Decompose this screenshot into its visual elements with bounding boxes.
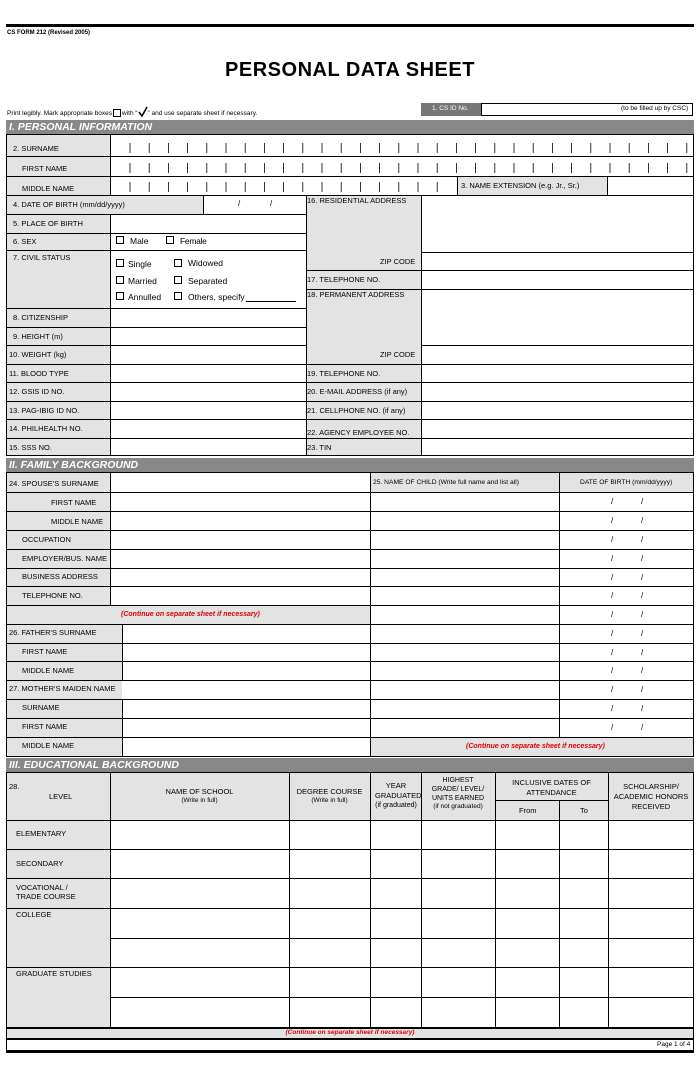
citizenship-input[interactable]	[111, 309, 305, 326]
child-dob-slash: /	[611, 573, 614, 582]
spouse-telephone-label: TELEPHONE NO.	[22, 591, 83, 600]
female-option: Female	[180, 236, 207, 246]
spouse-middle-name-label: MIDDLE NAME	[51, 517, 104, 526]
edu-num-label: 28.	[9, 782, 20, 791]
permanent-address-input[interactable]	[422, 290, 693, 344]
edu-level-cell	[7, 820, 110, 1027]
instructions-middle: with “	[122, 110, 138, 117]
female-checkbox[interactable]	[166, 236, 174, 244]
dob-input[interactable]	[204, 196, 305, 213]
tin-input[interactable]	[422, 439, 693, 455]
edu-degree-title: DEGREE COURSE	[296, 787, 363, 796]
child-dob-slash: /	[641, 685, 644, 694]
father-surname-label: 26. FATHER'S SURNAME	[9, 628, 97, 637]
name-ext-label: 3. NAME EXTENSION (e.g. Jr., Sr.)	[461, 181, 580, 190]
check-icon	[138, 106, 148, 117]
child-dob-slash: /	[611, 516, 614, 525]
middle-name-input[interactable]	[112, 177, 455, 194]
single-checkbox[interactable]	[116, 259, 124, 267]
child-dob-slash: /	[611, 554, 614, 563]
cellphone-label: 21. CELLPHONE NO. (if any)	[307, 406, 406, 415]
child-dob-slash: /	[641, 610, 644, 619]
right-labels-cell	[306, 195, 421, 455]
edu-highest-header	[421, 776, 495, 812]
edu-school-title: NAME OF SCHOOL	[165, 787, 234, 796]
form-code: CS FORM 212 (Revised 2005)	[7, 30, 91, 36]
gsis-input[interactable]	[111, 383, 305, 400]
annulled-checkbox[interactable]	[116, 292, 124, 300]
sex-label: 6. SEX	[13, 237, 37, 246]
edu-degree-header	[289, 787, 370, 805]
mother-surname-label: SURNAME	[22, 703, 60, 712]
permanent-address-label: 18. PERMANENT ADDRESS	[307, 290, 405, 299]
philhealth-input[interactable]	[111, 420, 305, 437]
sss-label: 15. SSS NO.	[9, 443, 52, 452]
child-dob-slash: /	[611, 591, 614, 600]
telephone17-label: 17. TELEPHONE NO.	[307, 275, 381, 284]
zip-input-2[interactable]	[422, 346, 693, 363]
section-education-title: III. EDUCATIONAL BACKGROUND	[9, 759, 179, 771]
child-dob-slash: /	[611, 535, 614, 544]
child-dob-slash: /	[641, 704, 644, 713]
weight-label: 10. WEIGHT (kg)	[9, 350, 67, 359]
instructions-suffix: ” and use separate sheet if necessary.	[147, 110, 258, 117]
edu-vocational: VOCATIONAL / TRADE COURSE	[16, 883, 76, 902]
edu-dates-header: INCLUSIVE DATES OF ATTENDANCE	[512, 778, 591, 797]
separated-checkbox[interactable]	[174, 276, 182, 284]
telephone19-input[interactable]	[422, 365, 693, 381]
dob-label: 4. DATE OF BIRTH (mm/dd/yyyy)	[13, 200, 125, 209]
child-dob-slash: /	[641, 629, 644, 638]
agency-no-input[interactable]	[422, 420, 693, 437]
edu-highest-note: (if not graduated)	[433, 803, 483, 811]
separated-option: Separated	[188, 276, 228, 286]
edu-to-header: To	[580, 806, 588, 815]
child-dob-slash: /	[611, 648, 614, 657]
single-option: Single	[128, 259, 152, 269]
height-label: 9. HEIGHT (m)	[13, 332, 63, 341]
footer-bar	[6, 1039, 694, 1053]
child-dob-slash: /	[611, 704, 614, 713]
child-dob-slash: /	[641, 648, 644, 657]
blood-type-input[interactable]	[111, 365, 305, 381]
child-dob-slash: /	[641, 666, 644, 675]
weight-input[interactable]	[111, 346, 305, 363]
email-input[interactable]	[422, 383, 693, 400]
email-label: 20. E-MAIL ADDRESS (if any)	[307, 387, 408, 396]
child-dob-slash: /	[611, 629, 614, 638]
philhealth-label: 14. PHILHEALTH NO.	[9, 424, 83, 433]
pagibig-label: 13. PAG-IBIG ID NO.	[9, 406, 80, 415]
child-dob-slash: /	[641, 573, 644, 582]
residential-address-input[interactable]	[422, 196, 693, 251]
height-input[interactable]	[111, 328, 305, 344]
pob-label: 5. PLACE OF BIRTH	[13, 219, 83, 228]
child-dob-slash: /	[641, 591, 644, 600]
continue-note-2: (Continue on separate sheet if necessary)	[466, 743, 605, 750]
child-dob-slash: /	[611, 723, 614, 732]
instructions-prefix: Print legibly. Mark appropriate boxes	[7, 110, 113, 117]
csid-note: (to be filled up by CSC)	[621, 105, 689, 112]
telephone19-label: 19. TELEPHONE NO.	[307, 369, 381, 378]
others-option: Others, specify	[188, 292, 245, 302]
surname-input[interactable]	[112, 137, 692, 154]
civil-status-label: 7. CIVIL STATUS	[13, 253, 71, 262]
section-education	[6, 758, 694, 772]
child-dob-slash: /	[611, 497, 614, 506]
dob-slash-1: /	[238, 199, 241, 208]
agency-no-label: 22. AGENCY EMPLOYEE NO.	[307, 428, 410, 437]
child-dob-slash: /	[641, 554, 644, 563]
page-number: Page 1 of 4	[657, 1041, 691, 1048]
edu-continue-note: (Continue on separate sheet if necessary)	[285, 1029, 415, 1036]
edu-graduate: GRADUATE STUDIES	[16, 969, 92, 978]
male-option: Male	[130, 236, 149, 246]
child-dob-slash: /	[611, 685, 614, 694]
child-dob-slash: /	[641, 535, 644, 544]
zip-label-1: ZIP CODE	[380, 257, 416, 266]
edu-honors-header: SCHOLARSHIP/ ACADEMIC HONORS RECEIVED	[613, 782, 689, 811]
csid-label: 1. CS ID No.	[432, 105, 469, 112]
edu-year-header	[371, 781, 421, 810]
married-checkbox[interactable]	[116, 276, 124, 284]
widowed-option: Widowed	[188, 258, 223, 268]
section-personal-title: I. PERSONAL INFORMATION	[9, 121, 153, 133]
continue-note-1: (Continue on separate sheet if necessary)	[121, 611, 260, 618]
annulled-option: Annulled	[128, 292, 162, 302]
instructions	[7, 106, 257, 118]
gsis-label: 12. GSIS ID NO.	[9, 387, 65, 396]
occupation-label: OCCUPATION	[22, 535, 71, 544]
surname-label: 2. SURNAME	[13, 144, 59, 153]
sss-input[interactable]	[111, 439, 305, 455]
pagibig-input[interactable]	[111, 402, 305, 418]
zip-label-2: ZIP CODE	[380, 350, 416, 359]
edu-level-header: LEVEL	[49, 792, 73, 801]
first-name-input[interactable]	[112, 158, 692, 175]
child-dob-slash: /	[611, 666, 614, 675]
spouse-first-name-label: FIRST NAME	[51, 498, 97, 507]
residential-address-label: 16. RESIDENTIAL ADDRESS	[307, 196, 407, 205]
sample-checkbox	[113, 109, 121, 117]
father-first-name-label: FIRST NAME	[22, 647, 68, 656]
edu-highest-title: HIGHEST GRADE/ LEVEL/ UNITS EARNED	[431, 777, 485, 803]
name-ext-input[interactable]	[609, 177, 693, 194]
widowed-checkbox[interactable]	[174, 259, 182, 267]
male-checkbox[interactable]	[116, 236, 124, 244]
child-dob-slash: /	[641, 723, 644, 732]
middle-name-label: MIDDLE NAME	[22, 184, 75, 193]
citizenship-label: 8. CITIZENSHIP	[13, 313, 69, 322]
page-title: PERSONAL DATA SHEET	[225, 59, 475, 81]
edu-school-note: (Write in full)	[181, 796, 218, 804]
mother-first-name-label: FIRST NAME	[22, 722, 68, 731]
child-dob-slash: /	[611, 610, 614, 619]
blood-type-label: 11. BLOOD TYPE	[9, 369, 69, 378]
child-dob-slash: /	[641, 497, 644, 506]
pob-input[interactable]	[111, 215, 305, 232]
zip-input-1[interactable]	[422, 253, 693, 269]
edu-elementary: ELEMENTARY	[16, 829, 67, 838]
mother-maiden-label: 27. MOTHER'S MAIDEN NAME	[9, 684, 116, 693]
children-label: 25. NAME OF CHILD (Write full name and list all)	[373, 479, 519, 486]
edu-year-title: YEAR GRADUATED	[375, 781, 422, 800]
business-address-label: BUSINESS ADDRESS	[22, 572, 98, 581]
top-border	[6, 24, 694, 27]
edu-college: COLLEGE	[16, 910, 52, 919]
child-dob-label: DATE OF BIRTH (mm/dd/yyyy)	[580, 479, 673, 486]
married-option: Married	[128, 276, 157, 286]
section-personal	[6, 120, 694, 134]
telephone17-input[interactable]	[422, 271, 693, 288]
employer-label: EMPLOYER/BUS. NAME	[22, 554, 108, 563]
first-name-label: FIRST NAME	[22, 164, 68, 173]
mother-middle-name-label: MIDDLE NAME	[22, 741, 75, 750]
tin-label: 23. TIN	[307, 443, 332, 452]
section-family-title: II. FAMILY BACKGROUND	[9, 459, 139, 471]
spouse-surname-label: 24. SPOUSE'S SURNAME	[9, 479, 99, 488]
section-family	[6, 458, 694, 472]
cellphone-input[interactable]	[422, 402, 693, 418]
dob-slash-2: /	[270, 199, 273, 208]
edu-degree-note: (Write in full)	[311, 796, 348, 804]
child-dob-slash: /	[641, 516, 644, 525]
father-middle-name-label: MIDDLE NAME	[22, 666, 75, 675]
others-specify-line[interactable]	[246, 301, 296, 302]
others-checkbox[interactable]	[174, 292, 182, 300]
edu-from-header: From	[519, 806, 537, 815]
edu-secondary: SECONDARY	[16, 859, 64, 868]
edu-school-header	[110, 787, 289, 805]
edu-year-note: (if graduated)	[375, 801, 417, 809]
